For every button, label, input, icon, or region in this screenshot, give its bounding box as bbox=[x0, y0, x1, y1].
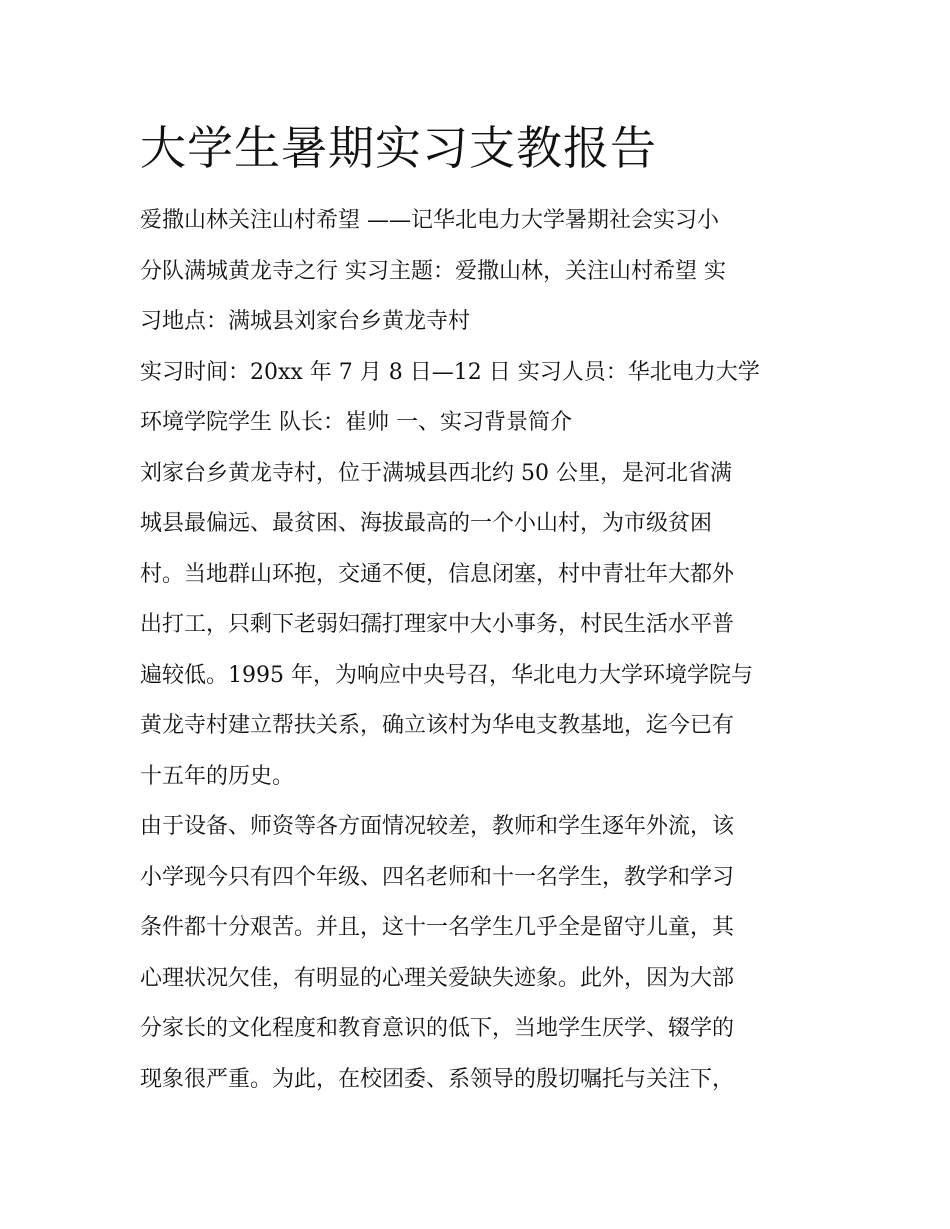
text-line: 条件都十分艰苦。并且，这十一名学生几乎全是留守儿童，其 bbox=[140, 915, 735, 940]
text-line: 村。当地群山环抱，交通不便，信息闭塞，村中青壮年大都外 bbox=[140, 561, 735, 587]
text-line: 刘家台乡黄龙寺村，位于满城县西北约 50 公里，是河北省满 bbox=[140, 460, 732, 486]
paragraph-background bbox=[140, 449, 815, 803]
text-line: 黄龙寺村建立帮扶关系，确立该村为华电支教基地，迄今已有 bbox=[140, 713, 735, 738]
text-line: 现象很严重。为此，在校团委、系领导的殷切嘱托与关注下， bbox=[140, 1066, 735, 1092]
text-line: 十五年的历史。 bbox=[140, 763, 295, 789]
text-line: 小学现今只有四个年级、四名老师和十一名学生，教学和学习 bbox=[140, 864, 735, 890]
text-line: 习地点：满城县刘家台乡黄龙寺村 bbox=[140, 309, 471, 334]
text-line: 心理状况欠佳，有明显的心理关爱缺失迹象。此外，因为大部 bbox=[140, 965, 735, 991]
paragraph-intro bbox=[140, 196, 815, 348]
document-body bbox=[140, 112, 815, 1105]
paragraph-school-conditions bbox=[140, 802, 815, 1105]
text-line: 出打工，只剩下老弱妇孺打理家中大小事务，村民生活水平普 bbox=[140, 612, 735, 637]
text-line: 分队满城黄龙寺之行 实习主题：爱撒山林，关注山村希望 实 bbox=[140, 258, 726, 284]
text-line: 城县最偏远、最贫困、海拔最高的一个小山村，为市级贫困 bbox=[140, 511, 713, 536]
text-line: 由于设备、师资等各方面情况较差，教师和学生逐年外流，该 bbox=[140, 814, 735, 839]
paragraph-time-members bbox=[140, 348, 815, 449]
document-title: 大学生暑期实习支教报告 bbox=[140, 121, 657, 175]
text-line: 分家长的文化程度和教育意识的低下，当地学生厌学、辍学的 bbox=[140, 1016, 735, 1041]
text-line: 爱撒山林关注山村希望 ——记华北电力大学暑期社会实习小 bbox=[140, 208, 719, 233]
text-line: 环境学院学生 队长：崔帅 一、实习背景简介 bbox=[140, 410, 572, 435]
text-line: 遍较低。1995 年，为响应中央号召，华北电力大学环境学院与 bbox=[140, 662, 753, 688]
text-line: 实习时间：20xx 年 7 月 8 日—12 日 实习人员：华北电力大学 bbox=[140, 359, 760, 385]
